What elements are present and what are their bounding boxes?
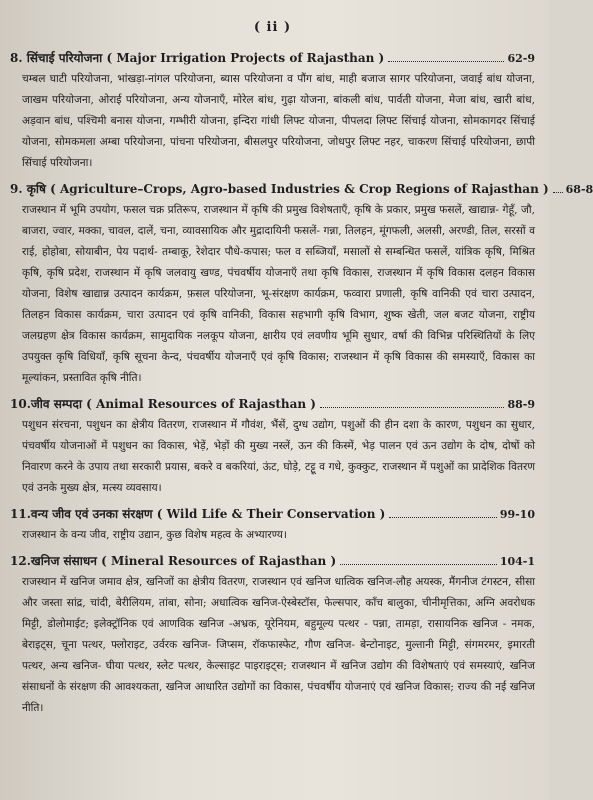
toc-entry-8 (10, 49, 535, 174)
toc-entry-11 (10, 505, 535, 546)
dot-leader (553, 192, 563, 193)
toc-page-range: 88-9 (507, 398, 535, 411)
toc-page-range: 104-1 (499, 555, 535, 568)
dot-leader (389, 517, 496, 518)
page-number: ( ii ) (253, 20, 292, 35)
toc-heading: 11.वन्य जीव एवं उनका संरक्षण ( Wild Life & Their Conservation ) (10, 507, 386, 521)
toc-description: पशुधन संरचना, पशुधन का क्षेत्रीय वितरण, राजस्थान में गौवंश, भैंसें, दुग्ध उद्योग, पशुओं की हीन दशा के कारण, पशुधन का सुधार, पंचवर्षीय योजनाओं में पशुधन का विकास, भेड़ें, भेड़ों की मुख्य नस्लें, ऊन की किस्में, भेड़ पालन एवं ऊन उद्योग के दोष, दोषों को निवारण करने के उपाय तथा सरकारी प्रयास, बकरे व बकरियां, ऊंट, घोड़े, टट्टू व गधे, कुक्कुट, राजस्थान में पशुओं का प्रादेशिक वितरण एवं उनके मुख्य क्षेत्र, मत्स्य व्यवसाय। (22, 419, 535, 494)
toc-description: राजस्थान में खनिज जमाव क्षेत्र, खनिजों का क्षेत्रीय वितरण, राजस्थान एवं खनिज धात्विक खनिज-लौह अयस्क, मैंगनीज टंगस्टन, सीसा और जस्ता सांद्र, चांदी, बेरीलियम, तांबा, सोना; अधात्विक खनिज-ऐस्बेस्टॉस, फेल्सपार, काँच बालुका, चीनीमृत्तिका, अग्नि अवरोधक मिट्टी, डोलोमाईट; इलेक्ट्रॉनिक एवं आणविक खनिज -अभ्रक, यूरेनियम, बहुमूल्य पत्थर - पन्ना, तामड़ा, रासायनिक खनिज - नमक, बेराइट्स, चूना पत्थर, फ्लोराइट, उर्वरक खनिज- जिप्सम, रॉकफास्फेट, गौण खनिज- बेन्टोनाइट, मुल्तानी मिट्टी, संगमरमर, इमारती पत्थर, अन्य खनिज- घीया पत्थर, स्लेट पत्थर, केल्साइट पाइराइट्स; राजस्थान में खनिज उद्योग की विशेषताएं एवं समस्याएं, खनिज संसाधनों के संरक्षण की आवश्यकता, खनिज आधारित उद्योगों का विकास, पंचवर्षीय योजनाएं एवं खनिज विकास; राज्य की नई खनिज नीति। (22, 576, 535, 714)
toc-heading-row (10, 395, 535, 412)
toc-page-range: 99-10 (499, 508, 535, 521)
toc-heading: 9. कृषि ( Agriculture–Crops, Agro-based Industries & Crop Regions of Rajasthan ) (10, 182, 549, 196)
toc-description: राजस्थान के वन्य जीव, राष्ट्रीय उद्यान, कुछ विशेष महत्व के अभ्यारण्य। (22, 529, 287, 541)
toc-page-range: 62-9 (507, 52, 535, 65)
toc-description: राजस्थान में भूमि उपयोग, फसल चक्र प्रतिरूप, राजस्थान में कृषि की प्रमुख विशेषताएँ, कृषि के प्रकार, प्रमुख फसलें, खाद्यान्न- गेहूँ, जौ, बाजरा, ज्वार, मक्का, चावल, दालें, चना, व्यावसायिक और मुद्रादायिनी फसलें- गन्ना, तिलहन, मूंगफली, अलसी, अरण्डी, तिल, सरसों व राई, होहोबा, सोयाबीन, पेय पदार्थ- तम्बाकू, रेशेदार पौधे-कपास; फल व सब्जियाँ, मसालों से सम्बन्धित फसलें, यांत्रिक कृषि, मिश्रित कृषि, कृषि प्रदेश, राजस्थान में कृषि जलवायु खण्ड, पंचवर्षीय योजनाएँ तथा कृषि विकास, राजस्थान में कृषि विकास दलहन विकास योजना, विशेष खाद्यान्न उत्पादन कार्यक्रम, फ़सल परियोजना, भू-संरक्षण कार्यक्रम, फव्वारा प्रणाली, कृषि वानिकी एवं चारा उत्पादन, तिलहन विकास कार्यक्रम, चारा उत्पादन एवं कृषि वानिकी, विकास सहभागी कृषि विभाग, शुष्क खेती, जल बजट योजना, राष्ट्रीय जलग्रहण क्षेत्र विकास कार्यक्रम, सामुदायिक नलकूप योजना, क्षारीय एवं लवणीय भूमि सुधार, वर्षा की विभिन्न परिस्थितियों के लिए उपयुक्त कृषि विधियाँ, कृषि सूचना केन्द, पंचवर्षीय योजनाएँ एवं कृषि विकास; राजस्थान में कृषि विकास की समस्याएँ, विकास का मूल्यांकन, प्रस्तावित कृषि नीति। (22, 204, 535, 384)
toc-entry-9 (10, 180, 593, 389)
toc-page-range: 68-8 (565, 183, 593, 196)
toc-heading: 10.जीव सम्पदा ( Animal Resources of Rajasthan ) (10, 397, 316, 411)
toc-heading-row (10, 505, 535, 522)
toc-heading: 8. सिंचाई परियोजना ( Major Irrigation Projects of Rajasthan ) (10, 51, 385, 65)
toc-entry-10 (10, 395, 535, 499)
dot-leader (388, 61, 504, 62)
dot-leader (340, 564, 497, 565)
toc-description: चम्बल घाटी परियोजना, भांखड़ा-नांगल परियोजना, ब्यास परियोजना व पौंग बांध, माही बजाज सागर परियोजना, जवाई बांध योजना, जाखम परियोजना, ओराई परियोजना, अन्य योजनाएँ, मोरेल बांध, गुढ़ा योजना, बांकली बांध, पार्वती योजना, मेजा बांध, खारी बांध, अड़वान बांध, पश्चिमी बनास योजना, गम्भीरी योजना, इन्दिरा गांधी लिफ्ट योजना, पीपलदा लिफ्ट सिंचाई योजना, सोमकागदर सिंचाई योजना, सोमकमला अम्बा परियोजना, पांचना परियोजना, बीसलपुर परियोजना, जोधपुर लिफ्ट नहर, चाकरण सिंचाई परियोजना, छापी सिंचाई परियोजना। (22, 73, 535, 169)
toc-heading-row (10, 552, 535, 569)
toc-heading-row (10, 180, 593, 197)
toc-heading-row (10, 49, 535, 66)
dot-leader (320, 407, 505, 408)
toc-entry-12 (10, 552, 535, 719)
toc-heading: 12.खनिज संसाधन ( Mineral Resources of Rajasthan ) (10, 554, 337, 568)
